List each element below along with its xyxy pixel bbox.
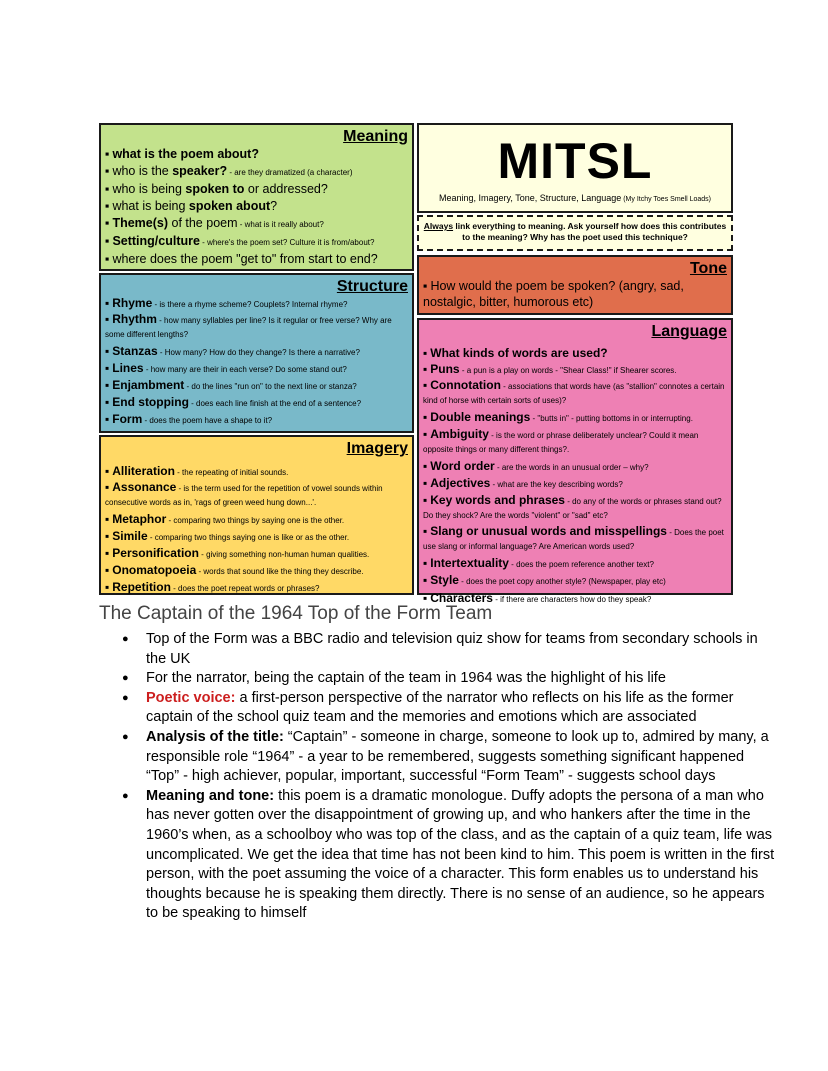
meaning-heading: Meaning [343, 128, 408, 145]
language-item: ▪ Style - does the poet copy another style? (Newspaper, play etc) [423, 573, 666, 587]
structure-item: ▪ Lines - how many are their in each verse? Do some stand out? [105, 361, 347, 375]
language-item: ▪ Characters - if there are characters how do they speak? [423, 590, 652, 605]
imagery-item: ▪ Personification - giving something non-human human qualities. [105, 546, 370, 560]
meaning-item: ▪ what is being spoken about? [105, 199, 278, 213]
language-heading: Language [651, 323, 727, 340]
structure-box [99, 273, 414, 433]
structure-item: ▪ Rhyme - is there a rhyme scheme? Couplets? Internal rhyme? [105, 296, 348, 310]
mitsl-subtitle: Meaning, Imagery, Tone, Structure, Language (My Itchy Toes Smell Loads) [438, 193, 712, 203]
notes-list [108, 630, 776, 924]
list-item: ● Poetic voice: a first-person perspective of the narrator who reflects on his life as the former captain of the school quiz team and the memories and emotions which are associated [146, 689, 776, 728]
list-item: ● Analysis of the title: “Captain” - someone in charge, someone to look up to, admired by many, a responsible role “1964” - a year to be remembered, suggests something significant happened “Top” - high achiever, popular, important, successful “Form Team” - suggests school days [146, 728, 776, 787]
language-item: ▪ Intertextuality - does the poem reference another text? [423, 555, 654, 570]
list-item: ● For the narrator, being the captain of the team in 1964 was the highlight of his life [146, 669, 776, 689]
meaning-item: ▪ what is the poem about? [105, 147, 259, 161]
language-item: ▪ Connotation - associations that words have (as "stallion" connotes a certain kind of horse with certain sorts of uses)? [423, 378, 725, 405]
tone-box [417, 255, 733, 315]
tone-item: ▪ How would the poem be spoken? (angry, sad, nostalgic, bitter, humorous etc) [423, 279, 684, 309]
language-item: ▪ Slang or unusual words and misspellings - Does the poet use slang or informal language? Are American words used? [423, 523, 724, 551]
imagery-item: ▪ Onomatopoeia - words that sound like the thing they describe. [105, 563, 364, 577]
poetic-voice-label: Poetic voice: [146, 689, 236, 706]
tone-heading: Tone [689, 260, 727, 277]
imagery-item: ▪ Repetition - does the poet repeat words or phrases? [105, 580, 320, 594]
language-item: ▪ Key words and phrases - do any of the words or phrases stand out? Do they shock? Are the words "violent" or "sad" etc? [423, 492, 722, 520]
mitsl-box [417, 123, 733, 213]
language-item: ▪ Double meanings - "butts in" - putting bottoms in or interrupting. [423, 410, 693, 424]
imagery-item: ▪ Simile - comparing two things saying one is like or as the other. [105, 529, 350, 543]
meaning-item: ▪ where does the poem "get to" from start to end? [105, 252, 378, 266]
imagery-item: ▪ Assonance - is the term used for the repetition of vowel sounds within consecutive words as in, 'rags of green weed hung down...'. [105, 480, 383, 507]
mitsl-title: MITSL [497, 133, 653, 189]
language-item: ▪ Puns - a pun is a play on words - "Shear Class!" if Shearer scores. [423, 361, 677, 376]
language-item: ▪ Ambiguity - is the word or phrase deliberately unclear? Could it mean opposite things or many different things?. [423, 426, 699, 454]
language-item: ▪ Word order - are the words in an unusual order – why? [423, 458, 649, 473]
list-item: ● Meaning and tone: this poem is a dramatic monologue. Duffy adopts the persona of a man who has never gotten over the disappointment of growing up, and who hankers after the time in the 1960’s when, as a schoolboy who was top of the class, and as the captain of a quiz team, life was uncomplicated. We get the idea that time has not been kind to him. This poem is written in the first person, with the poet assuming the voice of a character. This form enables us to understand his thoughts because he is speaking them directly. There is no sense of an audience, so he appears to be speaking to himself [146, 787, 776, 924]
language-box [417, 318, 733, 605]
language-item: ▪ What kinds of words are used? [423, 346, 608, 360]
imagery-item: ▪ Metaphor - comparing two things by saying one is the other. [105, 512, 345, 526]
structure-item: ▪ End stopping - does each line finish at the end of a sentence? [105, 395, 362, 409]
imagery-box [99, 435, 414, 595]
list-item: ● Top of the Form was a BBC radio and television quiz show for teams from secondary schools in the UK [146, 630, 776, 669]
imagery-item: ▪ Alliteration - the repeating of initial sounds. [105, 464, 289, 478]
meaning-item: ▪ who is being spoken to or addressed? [105, 182, 328, 196]
meaning-item: ▪ who is the speaker? - are they dramatized (a character) [105, 164, 353, 178]
meaning-box [99, 123, 414, 271]
meaning-item: ▪ Setting/culture - where's the poem set? Culture it is from/about? [105, 234, 375, 248]
section-title: The Captain of the 1964 Top of the Form Team [99, 603, 493, 624]
meaning-item: ▪ Theme(s) of the poem - what is it really about? [105, 216, 324, 230]
imagery-heading: Imagery [346, 440, 408, 457]
structure-item: ▪ Rhythm - how many syllables per line? Is it regular or free verse? Why are some different lengths? [105, 312, 392, 339]
language-item: ▪ Adjectives - what are the key describing words? [423, 476, 623, 490]
always-note [417, 215, 733, 251]
structure-heading: Structure [336, 278, 408, 295]
structure-item: ▪ Enjambment - do the lines "run on" to the next line or stanza? [105, 378, 357, 392]
structure-item: ▪ Stanzas - How many? How do they change? Is there a narrative? [105, 344, 360, 358]
always-text: Always link everything to meaning. Ask yourself how does this contributes to the meaning? Why has the poet used this technique? [423, 221, 727, 242]
structure-item: ▪ Form - does the poem have a shape to it? [105, 412, 273, 426]
